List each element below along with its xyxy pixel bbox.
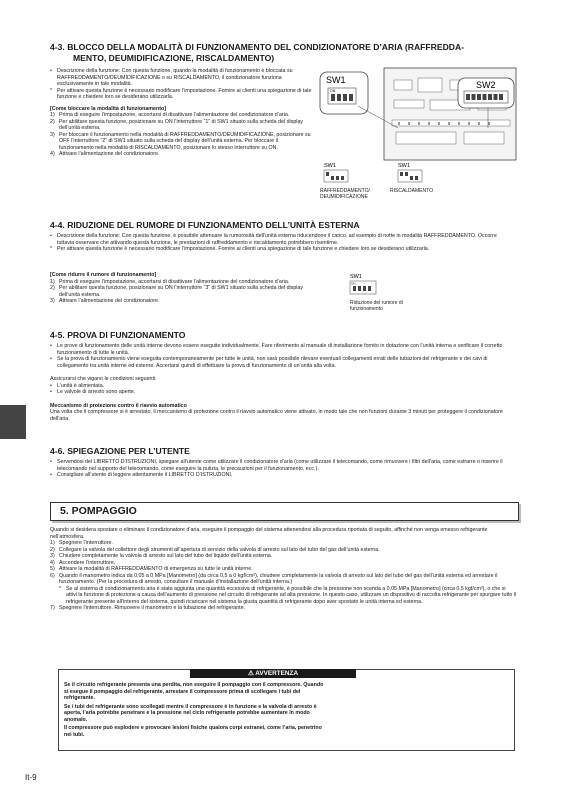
step: 1) Spegnere l’interruttore. xyxy=(50,540,113,546)
cond-text: Le valvole di arresto sono aperte. xyxy=(57,389,136,395)
section-5-title: 5. POMPAGGIO xyxy=(60,505,137,517)
warning-title: AVVERTENZA xyxy=(255,670,299,677)
caption-heat: RISCALDAMENTO xyxy=(390,188,433,194)
step-text: Chiudere completamente la valvola di arresto sul lato del tubo del liquido dell’unità esterna. xyxy=(59,553,273,559)
step-text: Spegnere l’interruttore. xyxy=(59,540,113,546)
warning-text: Se il circuito refrigerante presenta una perdita, non eseguire il pompaggio con il compressore. Quando si esegue il pompaggio del refrigerante, arrestare il compressore prima di scollegare i tubi del refrigerante. xyxy=(64,682,324,701)
step: 7) Spegnere l’interruttore. Rimuovere il manometro e la tubazione del refrigerante. xyxy=(50,605,246,611)
mech-text: Una volta che il compressore si è arrestato, il meccanismo di protezione contro il riavvio automatico viene attivato, in modo tale che non funzioni durante 3 minuti per proteggere il condizionatore dell’aria. xyxy=(50,409,503,422)
section-4-6-body xyxy=(50,459,517,479)
step: 2) Collegare la valvola del collettore degli strumenti all’apertura di servizio della valvola di arresto sul lato del tubo del gas dell’unità esterna. xyxy=(50,546,380,553)
side-tab xyxy=(0,405,26,439)
step-text: Prima di eseguire l’impostazione, accertarsi di disattivare l’alimentazione del condizionatore d’aria. xyxy=(59,278,290,285)
bullet: • Consigliare all’utente di leggere attentamente il LIBRETTO D’ISTRUZIONI. xyxy=(50,472,233,478)
sw1-heat-label: SW1 xyxy=(398,163,410,169)
bullet: • Se la prova di funzionamento viene eseguita contemporaneamente per tutte le unità, non sarà possibile rilevare eventuali collegamenti errati delle tubazioni del refrigerante e dei cavi di collegamento tra unità interne ed esterne. Accertarsi quindi di effettuare la prova di funzionamento di un’unità alla volta. xyxy=(50,356,488,369)
how-title: [Come bloccare la modalità di funzionamento] xyxy=(50,105,166,112)
sw1-cool-label: SW1 xyxy=(324,163,336,169)
sw1-noise-label: SW1 xyxy=(350,274,362,280)
section-4-4-steps xyxy=(50,272,312,305)
on-label: ON xyxy=(351,281,356,286)
desc-text: Descrizione della funzione: Con questa funzione, è possibile attenuare la rumorosità dell’unità esterna riducendone il carico, ad esempio di notte in modalità RAFFREDDAMENTO. Occorre tuttavia osservare che attivando questa funzione, le prestazioni di raffreddamento e riscaldamento potrebbero risentirne. xyxy=(57,233,497,246)
desc-item: • Descrizione della funzione: Con questa funzione, quando la modalità di funzionamento è bloccata su RAFFREDDAMENTO/DEUMIDIFICAZIONE o su RISCALDAMENTO, il condizionatore funziona esclusivamente in tale modalità. xyxy=(50,68,293,87)
desc-item: • Descrizione della funzione: Con questa funzione, è possibile attenuare la rumorosità dell’unità esterna riducendone il carico, ad esempio di notte in modalità RAFFREDDAMENTO. Occorre tuttavia osservare che attivando questa funzione, le prestazioni di raffreddamento e riscaldamento potrebbero risentirne. xyxy=(50,233,497,246)
how-title: [Come ridurre il rumore di funzionamento] xyxy=(50,272,157,278)
step-text: Attivare l’alimentazione del condizionatore. xyxy=(59,298,160,304)
warning-text: Se i tubi del refrigerante sono scollegati mentre il compressore è in funzione e la valvola di arresto è aperta, l’aria potrebbe penetrare e la pressione nel ciclo refrigerante potrebbe aumentare in modo anomalo. xyxy=(64,703,317,723)
section-5-header xyxy=(50,502,519,521)
cond: • L’unità è alimentata. xyxy=(50,382,105,389)
bullet-text: Se la prova di funzionamento viene eseguita contemporaneamente per tutte le unità, non sarà possibile rilevare eventuali collegamenti errati delle tubazioni del refrigerante e dei cavi di collegamento tra unità interne ed esterne. Accertarsi quindi di effettuare la prova di funzionamento di un’unità alla volta. xyxy=(57,356,488,369)
step: 5) Attivare la modalità di RAFFREDDAMENTO di emergenza su tutte le unità interne. xyxy=(50,566,253,572)
warning-body xyxy=(64,682,324,740)
section-4-3-body xyxy=(50,68,312,158)
section-4-5-body xyxy=(50,343,517,422)
caption-cool: RAFFREDDAMENTO/ DEUMIDIFICAZIONE xyxy=(320,188,370,200)
section-4-3-title xyxy=(50,42,530,63)
step: 3) Per bloccare il funzionamento nella modalità di RAFFREDDAMENTO/DEUMIDIFICAZIONE, posizionare su OFF l’interruttore “2” di SW1 situato sulla scheda del display dell’unità esterna. Per bloccare il funzionamento nella modalità di RISCALDAMENTO, posizionare lo stesso interruttore su ON. xyxy=(50,131,311,151)
warning-header xyxy=(190,669,356,678)
warning-icon: ⚠ xyxy=(247,670,256,677)
title-line-2: MENTO, DEUMIDIFICAZIONE, RISCALDAMENTO) xyxy=(73,52,275,63)
step-text: Per abilitare questa funzione, posizionare su ON l’interruttore “3” di SW1 situato sulla scheda del display dell’unità esterna. xyxy=(59,285,304,298)
step-text: Accendere l’interruttore. xyxy=(59,559,116,566)
cond-text: L’unità è alimentata. xyxy=(57,382,105,389)
desc-text: Per attivare questa funzione è necessario modificare l’impostazione. Fornire ai clienti una spiegazione di tale funzione e chiedere loro se desiderano utilizzarla. xyxy=(57,246,430,252)
desc-text: Descrizione della funzione: Con questa funzione, quando la modalità di funzionamento è bloccata su RAFFREDDAMENTO/DEUMIDIFICAZIONE o su RISCALDAMENTO, il condizionatore funziona esclusivamente in tale modalità. xyxy=(57,68,293,87)
sw1-label: SW1 xyxy=(326,75,346,85)
step: 6) Quando il manometro indica da 0,05 a 0 MPa [Manometro] (da circa 0,5 a 0 kgf/cm²), chiudere completamente la valvola di arresto sul lato del tubo del gas dell’unità esterna ed arrestare il funzionamento. (Per la procedura di arresto, consultare il manuale d’installazione dell’unità interna.) xyxy=(50,572,498,585)
note: * Se al sistema di condizionamento aria è stata aggiunta una quantità eccessiva di refrigerante, è possibile che la pressione non scenda a 0,05 MPa [Manometro] (circa 0,5 kgf/cm²), o che si attivi la funzione di protezione a causa dell’aumento di pressione nel circuito di refrigerante ad alta pressione. In questo caso, utilizzare un dispositivo di raccolta refrigerante per spurgare tutto il refrigerante presente all’interno del sistema, quindi ricaricare nel sistema la giusta quantità di refrigerante dopo aver spostato le unità interna ed esterna. xyxy=(59,585,517,605)
note-text: Se al sistema di condizionamento aria è stata aggiunta una quantità eccessiva di refrigerante, è possibile che la pressione non scenda a 0,05 MPa [Manometro] (circa 0,5 kgf/cm²), o che si attivi la funzione di protezione a causa dell’aumento di pressione nel circuito di refrigerante ad alta pressione. In questo caso, utilizzare un dispositivo di raccolta refrigerante per spurgare tutto il refrigerante presente all’interno del sistema, quindi ricaricare nel sistema la giusta quantità di refrigerante dopo aver spostato le unità interna ed esterna. xyxy=(66,585,517,605)
step-text: Collegare la valvola del collettore degli strumenti all’apertura di servizio della valvola di arresto sul lato del tubo del gas dell’unità esterna. xyxy=(59,546,380,553)
step-text: Attivare l’alimentazione del condizionatore. xyxy=(59,151,160,157)
intro-text: Quando si desidera spostare o eliminare il condizionatore d’aria, eseguire il pompaggio del sistema attenendosi alla procedura riportata di seguito, affinché non venga emesso refrigerante nell’atmosfera. xyxy=(50,527,488,540)
sw2-label: SW2 xyxy=(476,80,496,90)
desc-item: * Per attivare questa funzione è necessario modificare l’impostazione. Fornire ai clienti una spiegazione di tale funzione e chiedere loro se desiderano utilizzarla. xyxy=(50,246,430,252)
step-text: Per abilitare questa funzione, posizionare su ON l’interruttore “1” di SW1 situato sulla scheda del display dell’unità esterna. xyxy=(59,118,304,131)
step-text: Attivare la modalità di RAFFREDDAMENTO di emergenza su tutte le unità interne. xyxy=(59,566,253,572)
sw1-noise-diagram xyxy=(348,272,388,298)
assure-text: Assicurarsi che vigano le condizioni seguenti. xyxy=(50,376,157,382)
bullet: • Le prove di funzionamento delle unità interne devono essere eseguite individualmente. Fare riferimento al manuale di installazione fornito in dotazione con l’unità interna e verificare il corretto funzionamento di tutte le unità. xyxy=(50,343,503,356)
step: 2) Per abilitare questa funzione, posizionare su ON l’interruttore “3” di SW1 situato sulla scheda del display dell’unità esterna. xyxy=(50,285,304,298)
section-4-4-title: 4-4. RIDUZIONE DEL RUMORE DI FUNZIONAMENTO DELL’UNITÀ ESTERNA xyxy=(50,220,360,230)
step: 4) Attivare l’alimentazione del condizionatore. xyxy=(50,151,160,157)
section-4-6-title: 4-6. SPIEGAZIONE PER L’UTENTE xyxy=(50,446,190,456)
bullet: • Servendosi del LIBRETTO D’ISTRUZIONI, spiegare all’utente come utilizzare il condizionatore d’aria (come utilizzare il telecomando, come rimuovere i filtri dell’aria, come estrarre o inserire il telecomando nel supporto del telecomando, come eseguire la pulizia, le precauzioni per il funzionamento, ecc.). xyxy=(50,459,503,472)
page-number: It-9 xyxy=(25,773,37,782)
section-4-4-body xyxy=(50,233,515,253)
step: 2) Per abilitare questa funzione, posizionare su ON l’interruttore “1” di SW1 situato sulla scheda del display dell’unità esterna. xyxy=(50,118,304,131)
warning-box xyxy=(58,669,515,751)
mech-title: Meccanismo di protezione contro il riavvio automatico xyxy=(50,402,187,409)
step: 3) Attivare l’alimentazione del condizionatore. xyxy=(50,298,160,304)
step: 3) Chiudere completamente la valvola di arresto sul lato del tubo del liquido dell’unità esterna. xyxy=(50,553,273,559)
section-5-body xyxy=(50,527,517,612)
cond: • Le valvole di arresto sono aperte. xyxy=(50,389,136,395)
title-line-1: 4-3. BLOCCO DELLA MODALITÀ DI FUNZIONAMENTO DEL CONDIZIONATORE D’ARIA (RAFFREDDA- xyxy=(50,42,465,52)
step: 1) Prima di eseguire l’impostazione, accertarsi di disattivare l’alimentazione del condizionatore d’aria. xyxy=(50,112,290,118)
step: 4) Accendere l’interruttore. xyxy=(50,559,116,566)
on-label: ON xyxy=(330,89,336,93)
bullet-text: Servendosi del LIBRETTO D’ISTRUZIONI, spiegare all’utente come utilizzare il condizionatore d’aria (come utilizzare il telecomando, come rimuovere i filtri dell’aria, come estrarre o inserire il telecomando nel supporto del telecomando, come eseguire la pulizia, le precauzioni per il funzionamento, ecc.). xyxy=(57,459,503,472)
step: 1) Prima di eseguire l’impostazione, accertarsi di disattivare l’alimentazione del condizionatore d’aria. xyxy=(50,278,290,285)
warning-text: Il compressore può esplodere e provocare lesioni fisiche qualora corpi estranei, come l’aria, penetrino nei tubi. xyxy=(64,725,322,738)
step-text: Spegnere l’interruttore. Rimuovere il manometro e la tubazione del refrigerante. xyxy=(59,605,246,611)
step-text: Per bloccare il funzionamento nella modalità di RAFFREDDAMENTO/DEUMIDIFICAZIONE, posizionare su OFF l’interruttore “2” di SW1 situato sulla scheda del display dell’unità esterna. Per bloccare il funzionamento nella modalità di RISCALDAMENTO, posizionare lo stesso interruttore su ON. xyxy=(59,131,311,151)
caption-noise: Riduzione del rumore di funzionamento xyxy=(350,300,403,312)
step-text: Prima di eseguire l’impostazione, accertarsi di disattivare l’alimentazione del condizionatore d’aria. xyxy=(59,112,290,118)
desc-text: Per attivare questa funzione è necessario modificare l’impostazione. Fornire ai clienti una spiegazione di tale funzione e chiedere loro se desiderano utilizzarla. xyxy=(57,87,312,100)
section-4-5-title: 4-5. PROVA DI FUNZIONAMENTO xyxy=(50,330,186,340)
bullet-text: Le prove di funzionamento delle unità interne devono essere eseguite individualmente. Fare riferimento al manuale di installazione fornito in dotazione con l’unità interna e verificare il corretto funzionamento di tutte le unità. xyxy=(57,343,503,356)
step-text: Quando il manometro indica da 0,05 a 0 MPa [Manometro] (da circa 0,5 a 0 kgf/cm²), chiudere completamente la valvola di arresto sul lato del tubo del gas dell’unità esterna ed arrestare il funzionamento. (Per la procedura di arresto, consultare il manuale d’installazione dell’unità interna.) xyxy=(59,572,498,585)
desc-item: * Per attivare questa funzione è necessario modificare l’impostazione. Fornire ai clienti una spiegazione di tale funzione e chiedere loro se desiderano utilizzarla. xyxy=(50,87,312,100)
bullet-text: Consigliare all’utente di leggere attentamente il LIBRETTO D’ISTRUZIONI. xyxy=(57,472,233,478)
